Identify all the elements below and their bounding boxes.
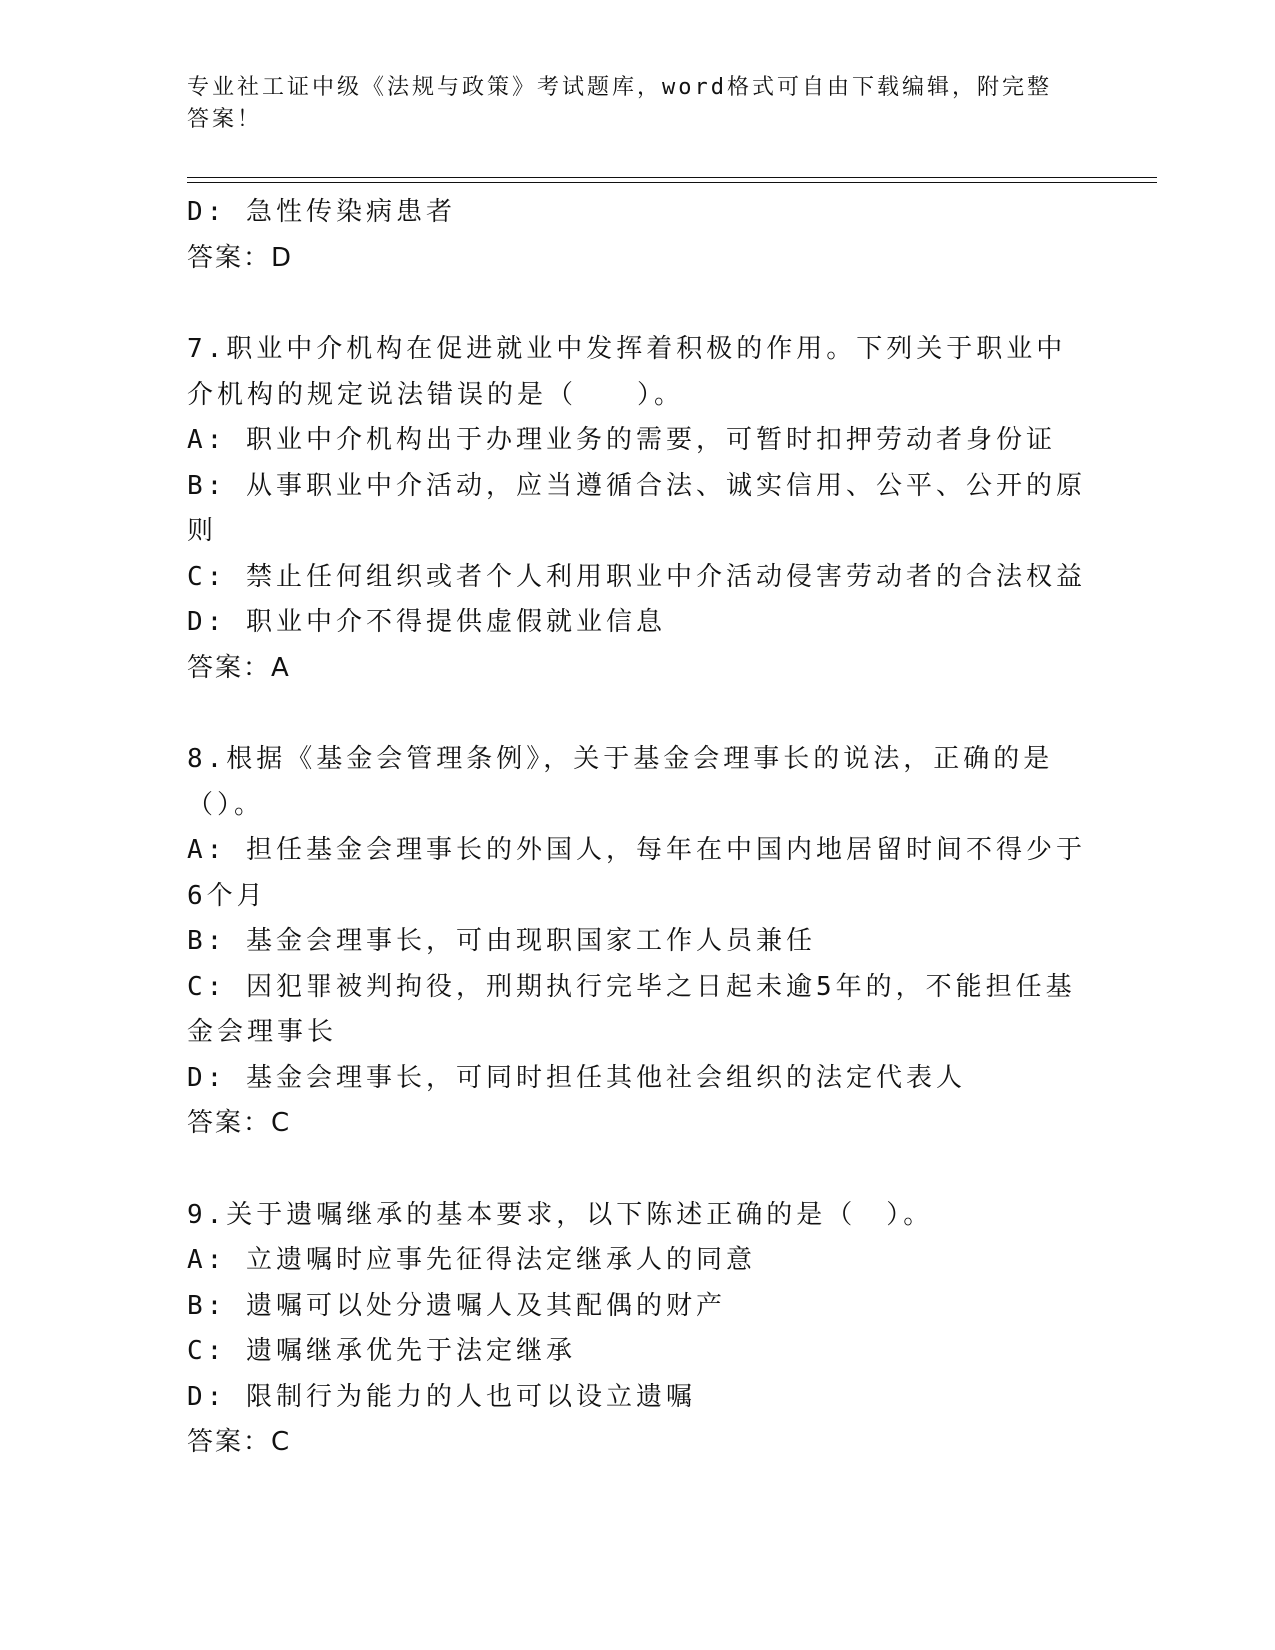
option-a: A: 担任基金会理事长的外国人，每年在中国内地居留时间不得少于6个月 <box>187 835 1086 911</box>
option-c: C: 因犯罪被判拘役，刑期执行完毕之日起未逾5年的，不能担任基金会理事长 <box>187 971 1076 1047</box>
option-b: B: 基金会理事长，可由现职国家工作人员兼任 <box>187 926 816 956</box>
question-list <box>187 190 1087 1466</box>
question-7 <box>187 327 1087 691</box>
option-c: C: 禁止任何组织或者个人利用职业中介活动侵害劳动者的合法权益 <box>187 561 1086 592</box>
option-d: D: 职业中介不得提供虚假就业信息 <box>187 607 666 637</box>
question-stem: 8.根据《基金会管理条例》，关于基金会理事长的说法，正确的是（）。 <box>187 744 1054 820</box>
question-9 <box>187 1193 1087 1466</box>
answer: 答案：C <box>187 1108 292 1138</box>
option-b: B: 从事职业中介活动，应当遵循合法、诚实信用、公平、公开的原则 <box>187 470 1086 546</box>
option-d: D: 限制行为能力的人也可以设立遗嘱 <box>187 1381 696 1412</box>
option-d: D: 基金会理事长，可同时担任其他社会组织的法定代表人 <box>187 1062 966 1093</box>
option-d: D: 急性传染病患者 <box>187 197 456 227</box>
option-a: A: 职业中介机构出于办理业务的需要，可暂时扣押劳动者身份证 <box>187 425 1056 455</box>
document-header: 专业社工证中级《法规与政策》考试题库，word格式可自由下载编辑，附完整答案！ <box>187 75 1052 132</box>
answer: 答案：A <box>187 652 291 683</box>
option-a: A: 立遗嘱时应事先征得法定继承人的同意 <box>187 1245 756 1275</box>
question-stem: 9.关于遗嘱继承的基本要求，以下陈述正确的是（ ）。 <box>187 1199 934 1230</box>
question-8 <box>187 737 1087 1147</box>
answer: 答案：D <box>187 242 294 273</box>
header-rule-bottom <box>187 182 1157 183</box>
header-rule-top <box>187 177 1157 178</box>
option-c: C: 遗嘱继承优先于法定继承 <box>187 1336 576 1366</box>
previous-question-tail <box>187 190 1087 281</box>
answer: 答案：C <box>187 1427 292 1457</box>
question-stem: 7.职业中介机构在促进就业中发挥着积极的作用。下列关于职业中介机构的规定说法错误的是（ ）。 <box>187 334 1067 410</box>
option-b: B: 遗嘱可以处分遗嘱人及其配偶的财产 <box>187 1290 726 1321</box>
